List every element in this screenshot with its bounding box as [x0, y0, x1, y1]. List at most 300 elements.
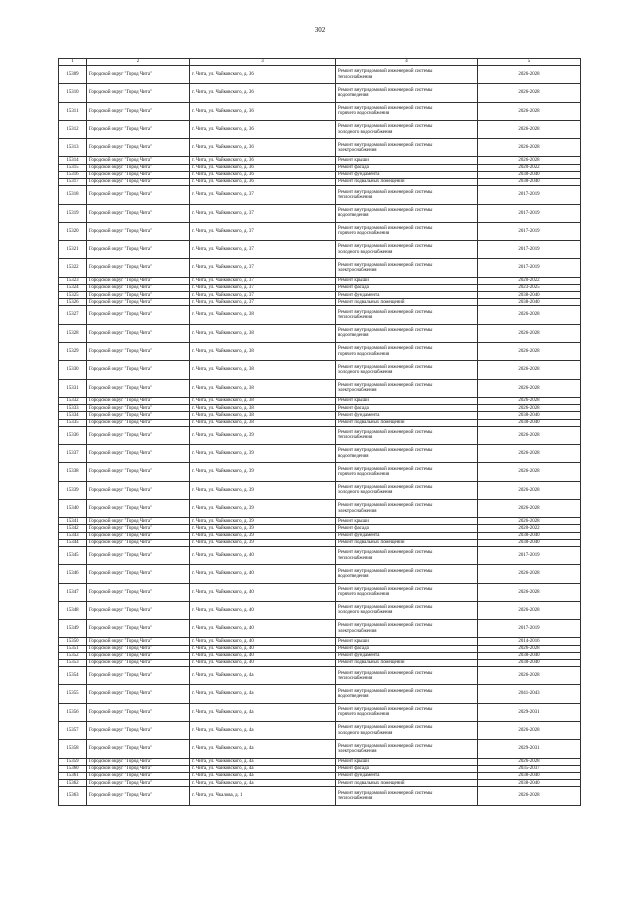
work-type-cell [336, 139, 478, 157]
municipality-cell: Городской округ "Город Чита" [87, 667, 190, 685]
work-type-line: Ремонт фасада [338, 405, 369, 411]
work-type-line: водоотведения [338, 694, 369, 700]
row-number-cell: 15326 [59, 299, 87, 306]
work-type-line: Ремонт внутридомовой инженерной системы [338, 328, 433, 334]
row-number-cell: 15320 [59, 222, 87, 240]
address-cell: г. Чита, ул. Чайковского, д. 38 [190, 419, 336, 426]
period-cell: 2026-2028 [478, 343, 581, 361]
address-cell: г. Чита, ул. Чайковского, д. 37 [190, 299, 336, 306]
work-type-cell [336, 186, 478, 204]
work-type-line: Ремонт фасада [338, 285, 369, 291]
period-cell: 2026-2028 [478, 405, 581, 412]
table-row [59, 259, 581, 277]
work-type-cell [336, 722, 478, 740]
work-type-line: Ремонт подвальных помещений [338, 179, 405, 185]
work-type-line: Ремонт подвальных помещений [338, 660, 405, 666]
municipality-cell: Городской округ "Город Чита" [87, 84, 190, 102]
municipality-cell: Городской округ "Город Чита" [87, 343, 190, 361]
row-number-cell: 15340 [59, 499, 87, 517]
period-cell: 2014-2016 [478, 638, 581, 645]
address-cell: г. Чита, ул. Чайковского, д. 38 [190, 361, 336, 379]
period-cell: 2026-2028 [478, 157, 581, 164]
work-type-line: Ремонт внутридомовой инженерной системы [338, 484, 433, 490]
municipality-cell: Городской округ "Город Чита" [87, 222, 190, 240]
work-type-cell [336, 426, 478, 444]
work-type-line: теплоснабжения [338, 194, 373, 200]
address-cell: г. Чита, ул. Чайковского, д. 40 [190, 546, 336, 564]
period-cell: 2017-2019 [478, 241, 581, 259]
address-cell: г. Чита, ул. Чайковского, д. 40 [190, 645, 336, 652]
table-row [59, 241, 581, 259]
work-type-line: Ремонт крыши [338, 157, 369, 163]
work-type-line: Ремонт внутридомовой инженерной системы [338, 244, 433, 250]
period-cell: 2026-2028 [478, 397, 581, 404]
period-cell: 2026-2028 [478, 463, 581, 481]
work-type-line: Ремонт внутридомовой инженерной системы [338, 346, 433, 352]
work-type-line: теплоснабжения [338, 675, 373, 681]
table-row [59, 324, 581, 342]
work-type-line: Ремонт внутридомовой инженерной системы [338, 568, 433, 574]
work-type-line: Ремонт внутридомовой инженерной системы [338, 364, 433, 370]
address-cell: г. Чита, ул. Чайковского, д. 36 [190, 84, 336, 102]
work-type-cell [336, 518, 478, 525]
period-cell: 2038-2040 [478, 773, 581, 780]
municipality-cell: Городской округ "Город Чита" [87, 445, 190, 463]
address-cell: г. Чита, ул. Чайковского, д. 4а [190, 780, 336, 787]
work-type-line: Ремонт фундамента [338, 533, 380, 538]
work-type-line: электроснабжения [338, 147, 377, 153]
work-type-line: Ремонт фасада [338, 525, 369, 531]
work-type-line: электроснабжения [338, 268, 377, 274]
work-type-line: горячего водоснабжения [338, 111, 390, 117]
work-type-line: Ремонт внутридомовой инженерной системы [338, 503, 433, 509]
address-cell: г. Чита, ул. Чайковского, д. 39 [190, 481, 336, 499]
period-cell: 2017-2019 [478, 186, 581, 204]
table-row [59, 379, 581, 397]
table-row [59, 284, 581, 291]
municipality-cell: Городской округ "Город Чита" [87, 518, 190, 525]
work-type-cell [336, 324, 478, 342]
row-number-cell: 15363 [59, 787, 87, 805]
work-type-cell [336, 204, 478, 222]
table-row [59, 765, 581, 772]
row-number-cell: 15352 [59, 652, 87, 659]
address-cell: г. Чита, ул. Чайковского, д. 4а [190, 667, 336, 685]
period-cell: 2029-2031 [478, 740, 581, 758]
work-type-cell [336, 787, 478, 805]
work-type-line: теплоснабжения [338, 315, 373, 321]
address-cell: г. Чита, ул. Чайковского, д. 37 [190, 277, 336, 284]
work-type-cell [336, 259, 478, 277]
period-cell: 2026-2028 [478, 667, 581, 685]
table-row [59, 525, 581, 532]
period-cell: 2041-2043 [478, 685, 581, 703]
period-cell: 2026-2028 [478, 120, 581, 138]
row-number-cell: 15359 [59, 758, 87, 765]
address-cell: г. Чита, ул. Чайковского, д. 37 [190, 222, 336, 240]
address-cell: г. Чита, ул. Чайковского, д. 38 [190, 306, 336, 324]
work-type-line: водоотведения [338, 453, 369, 459]
work-type-cell [336, 277, 478, 284]
work-type-cell [336, 659, 478, 666]
row-number-cell: 15334 [59, 412, 87, 419]
work-type-line: водоотведения [338, 213, 369, 219]
address-cell: г. Чита, ул. Чайковского, д. 4а [190, 722, 336, 740]
table-row [59, 638, 581, 645]
municipality-cell: Городской округ "Город Чита" [87, 565, 190, 583]
work-type-cell [336, 546, 478, 564]
work-type-line: Ремонт внутридомовой инженерной системы [338, 309, 433, 315]
table-row [59, 84, 581, 102]
work-type-cell [336, 620, 478, 638]
municipality-cell: Городской округ "Город Чита" [87, 532, 190, 539]
period-cell: 2029-2031 [478, 703, 581, 721]
table-row [59, 532, 581, 539]
work-type-cell [336, 241, 478, 259]
address-cell: г. Чита, ул. Чайковского, д. 40 [190, 638, 336, 645]
work-type-line: теплоснабжения [338, 796, 373, 802]
work-type-line: горячего водоснабжения [338, 712, 390, 718]
address-cell: г. Чита, ул. Чайковского, д. 36 [190, 164, 336, 171]
work-type-line: электроснабжения [338, 628, 377, 634]
table-row [59, 361, 581, 379]
table-row [59, 299, 581, 306]
work-type-cell [336, 758, 478, 765]
address-cell: г. Чита, ул. Чайковского, д. 37 [190, 259, 336, 277]
period-cell: 2026-2028 [478, 102, 581, 120]
address-cell: г. Чита, ул. Чайковского, д. 39 [190, 539, 336, 546]
address-cell: г. Чита, ул. Чайковского, д. 39 [190, 445, 336, 463]
table-row [59, 277, 581, 284]
work-type-line: Ремонт внутридомовой инженерной системы [338, 87, 433, 93]
address-cell: г. Чита, ул. Чайковского, д. 36 [190, 66, 336, 84]
work-type-cell [336, 780, 478, 787]
work-type-line: горячего водоснабжения [338, 231, 390, 237]
municipality-cell: Городской округ "Город Чита" [87, 685, 190, 703]
period-cell: 2026-2028 [478, 379, 581, 397]
address-cell: г. Чита, ул. Чайковского, д. 37 [190, 241, 336, 259]
work-type-cell [336, 171, 478, 178]
work-type-line: Ремонт подвальных помещений [338, 299, 405, 305]
work-type-cell [336, 405, 478, 412]
work-type-cell [336, 284, 478, 291]
municipality-cell: Городской округ "Город Чита" [87, 652, 190, 659]
row-number-cell: 15336 [59, 426, 87, 444]
row-number-cell: 15358 [59, 740, 87, 758]
period-cell: 2017-2019 [478, 259, 581, 277]
address-cell: г. Чита, ул. Чайковского, д. 38 [190, 405, 336, 412]
period-cell: 2026-2028 [478, 565, 581, 583]
period-cell: 2026-2028 [478, 139, 581, 157]
row-number-cell: 15315 [59, 164, 87, 171]
work-type-cell [336, 157, 478, 164]
municipality-cell: Городской округ "Город Чита" [87, 601, 190, 619]
row-number-cell: 15354 [59, 667, 87, 685]
period-cell: 2023-2025 [478, 284, 581, 291]
work-type-line: Ремонт внутридомовой инженерной системы [338, 707, 433, 713]
row-number-cell: 15317 [59, 179, 87, 186]
row-number-cell: 15362 [59, 780, 87, 787]
table-row [59, 66, 581, 84]
address-cell: г. Чита, ул. Чайковского, д. 37 [190, 292, 336, 299]
period-cell: 2038-2040 [478, 780, 581, 787]
work-type-line: водоотведения [338, 333, 369, 339]
table-row [59, 186, 581, 204]
row-number-cell: 15314 [59, 157, 87, 164]
work-type-line: Ремонт внутридомовой инженерной системы [338, 605, 433, 611]
work-type-line: Ремонт фасада [338, 165, 369, 171]
work-type-cell [336, 361, 478, 379]
work-type-line: Ремонт внутридомовой инженерной системы [338, 688, 433, 694]
period-cell: 2038-2040 [478, 299, 581, 306]
municipality-cell: Городской округ "Город Чита" [87, 139, 190, 157]
row-number-cell: 15332 [59, 397, 87, 404]
work-type-cell [336, 638, 478, 645]
period-cell: 2038-2040 [478, 412, 581, 419]
address-cell: г. Чита, ул. Чайковского, д. 4а [190, 703, 336, 721]
address-cell: г. Чита, ул. Чайковского, д. 38 [190, 324, 336, 342]
period-cell: 2026-2028 [478, 601, 581, 619]
work-type-line: Ремонт подвальных помещений [338, 540, 405, 546]
address-cell: г. Чита, ул. Чайковского, д. 39 [190, 532, 336, 539]
row-number-cell: 15357 [59, 722, 87, 740]
period-cell: 2038-2040 [478, 292, 581, 299]
row-number-cell: 15330 [59, 361, 87, 379]
row-number-cell: 15321 [59, 241, 87, 259]
row-number-cell: 15319 [59, 204, 87, 222]
municipality-cell: Городской округ "Город Чита" [87, 412, 190, 419]
period-cell: 2038-2040 [478, 652, 581, 659]
work-type-cell [336, 685, 478, 703]
table-row [59, 546, 581, 564]
period-cell: 2026-2028 [478, 583, 581, 601]
period-cell: 2017-2019 [478, 222, 581, 240]
row-number-cell: 15337 [59, 445, 87, 463]
column-header: 2 [87, 59, 190, 66]
municipality-cell: Городской округ "Город Чита" [87, 583, 190, 601]
municipality-cell: Городской округ "Город Чита" [87, 620, 190, 638]
table-row [59, 787, 581, 805]
address-cell: г. Чита, ул. Чайковского, д. 4а [190, 740, 336, 758]
period-cell: 2026-2028 [478, 481, 581, 499]
row-number-cell: 15327 [59, 306, 87, 324]
municipality-cell: Городской округ "Город Чита" [87, 758, 190, 765]
address-cell: г. Чита, ул. Чайковского, д. 39 [190, 463, 336, 481]
work-type-cell [336, 306, 478, 324]
address-cell: г. Чита, ул. Чайковского, д. 36 [190, 179, 336, 186]
row-number-cell: 15316 [59, 171, 87, 178]
municipality-cell: Городской округ "Город Чита" [87, 419, 190, 426]
municipality-cell: Городской округ "Город Чита" [87, 539, 190, 546]
address-cell: г. Чита, ул. Чайковского, д. 40 [190, 659, 336, 666]
address-cell: г. Чита, ул. Чайковского, д. 36 [190, 102, 336, 120]
work-type-line: горячего водоснабжения [338, 592, 390, 598]
table-row [59, 171, 581, 178]
row-number-cell: 15342 [59, 525, 87, 532]
address-cell: г. Чита, ул. Чайковского, д. 4а [190, 685, 336, 703]
table-row [59, 780, 581, 787]
work-type-cell [336, 601, 478, 619]
row-number-cell: 15333 [59, 405, 87, 412]
work-type-line: Ремонт внутридомовой инженерной системы [338, 466, 433, 472]
table-row [59, 518, 581, 525]
period-cell: 2017-2019 [478, 620, 581, 638]
period-cell: 2038-2040 [478, 532, 581, 539]
work-type-line: Ремонт фундамента [338, 412, 380, 418]
municipality-cell: Городской округ "Город Чита" [87, 765, 190, 772]
table-row [59, 758, 581, 765]
row-number-cell: 15344 [59, 539, 87, 546]
municipality-cell: Городской округ "Город Чита" [87, 773, 190, 780]
period-cell: 2020-2022 [478, 277, 581, 284]
work-type-line: Ремонт внутридомовой инженерной системы [338, 430, 433, 436]
table-row [59, 426, 581, 444]
address-cell: г. Чита, ул. Чайковского, д. 38 [190, 412, 336, 419]
table-row [59, 667, 581, 685]
work-type-cell [336, 445, 478, 463]
work-type-line: Ремонт крыши [338, 278, 369, 284]
work-type-cell [336, 102, 478, 120]
work-type-cell [336, 525, 478, 532]
work-type-line: Ремонт крыши [338, 638, 369, 644]
work-type-cell [336, 222, 478, 240]
period-cell: 2038-2040 [478, 419, 581, 426]
table-row [59, 481, 581, 499]
municipality-cell: Городской округ "Город Чита" [87, 546, 190, 564]
municipality-cell: Городской округ "Город Чита" [87, 292, 190, 299]
address-cell: г. Чита, ул. Чайковского, д. 4а [190, 758, 336, 765]
work-type-cell [336, 463, 478, 481]
address-cell: г. Чита, ул. Чайковского, д. 4а [190, 773, 336, 780]
work-type-line: Ремонт внутридомовой инженерной системы [338, 586, 433, 592]
address-cell: г. Чита, ул. Чайковского, д. 38 [190, 343, 336, 361]
work-type-line: Ремонт крыши [338, 518, 369, 524]
work-type-line: теплоснабжения [338, 555, 373, 561]
work-type-line: Ремонт подвальных помещений [338, 780, 405, 786]
work-type-cell [336, 765, 478, 772]
work-type-cell [336, 740, 478, 758]
municipality-cell: Городской округ "Город Чита" [87, 66, 190, 84]
row-number-cell: 15318 [59, 186, 87, 204]
table-row [59, 565, 581, 583]
table-row [59, 292, 581, 299]
work-type-line: электроснабжения [338, 388, 377, 394]
municipality-cell: Городской округ "Город Чита" [87, 722, 190, 740]
work-type-cell [336, 565, 478, 583]
work-type-line: электроснабжения [338, 508, 377, 514]
work-type-line: Ремонт фундамента [338, 773, 380, 779]
municipality-cell: Городской округ "Город Чита" [87, 703, 190, 721]
period-cell: 2017-2019 [478, 546, 581, 564]
table-row [59, 645, 581, 652]
row-number-cell: 15345 [59, 546, 87, 564]
municipality-cell: Городской округ "Город Чита" [87, 179, 190, 186]
work-type-line: электроснабжения [338, 749, 377, 754]
work-type-line: Ремонт подвальных помещений [338, 419, 405, 425]
work-type-line: Ремонт внутридомовой инженерной системы [338, 550, 433, 556]
table-header-row [59, 59, 581, 66]
address-cell: г. Чита, ул. Чайковского, д. 37 [190, 204, 336, 222]
row-number-cell: 15361 [59, 773, 87, 780]
work-type-cell [336, 645, 478, 652]
row-number-cell: 15355 [59, 685, 87, 703]
table-row [59, 539, 581, 546]
period-cell: 2026-2028 [478, 361, 581, 379]
work-type-line: Ремонт внутридомовой инженерной системы [338, 448, 433, 454]
address-cell: г. Чита, ул. Чайковского, д. 40 [190, 652, 336, 659]
municipality-cell: Городской округ "Город Чита" [87, 186, 190, 204]
work-type-line: Ремонт внутридомовой инженерной системы [338, 105, 433, 111]
table-row [59, 652, 581, 659]
period-cell: 2026-2028 [478, 324, 581, 342]
period-cell: 2026-2028 [478, 645, 581, 652]
municipality-cell: Городской округ "Город Чита" [87, 740, 190, 758]
period-cell: 2026-2028 [478, 499, 581, 517]
work-type-line: теплоснабжения [338, 435, 373, 441]
work-type-line: Ремонт фасада [338, 646, 369, 652]
work-type-line: холодного водоснабжения [338, 370, 393, 375]
work-type-line: горячего водоснабжения [338, 471, 390, 477]
work-type-cell [336, 84, 478, 102]
column-header: 1 [59, 59, 87, 66]
work-type-cell [336, 292, 478, 299]
row-number-cell: 15331 [59, 379, 87, 397]
work-type-cell [336, 583, 478, 601]
table-row [59, 620, 581, 638]
work-type-cell [336, 667, 478, 685]
row-number-cell: 15335 [59, 419, 87, 426]
address-cell: г. Чита, ул. Чайковского, д. 36 [190, 120, 336, 138]
municipality-cell: Городской округ "Город Чита" [87, 525, 190, 532]
work-type-line: Ремонт внутридомовой инженерной системы [338, 262, 433, 268]
period-cell: 2026-2028 [478, 758, 581, 765]
municipality-cell: Городской округ "Город Чита" [87, 171, 190, 178]
table-row [59, 179, 581, 186]
address-cell: г. Чита, ул. Чайковского, д. 39 [190, 426, 336, 444]
row-number-cell: 15322 [59, 259, 87, 277]
capital-repair-table [58, 58, 581, 806]
work-type-line: Ремонт внутридомовой инженерной системы [338, 207, 433, 213]
municipality-cell: Городской округ "Город Чита" [87, 102, 190, 120]
column-header: 3 [190, 59, 336, 66]
address-cell: г. Чита, ул. Чайковского, д. 39 [190, 499, 336, 517]
address-cell: г. Чита, ул. Чайковского, д. 36 [190, 171, 336, 178]
row-number-cell: 15309 [59, 66, 87, 84]
municipality-cell: Городской округ "Город Чита" [87, 361, 190, 379]
work-type-line: Ремонт внутридомовой инженерной системы [338, 226, 433, 232]
address-cell: г. Чита, ул. Чайковского, д. 40 [190, 601, 336, 619]
work-type-cell [336, 379, 478, 397]
row-number-cell: 15353 [59, 659, 87, 666]
table-row [59, 601, 581, 619]
table-row [59, 405, 581, 412]
work-type-line: холодного водоснабжения [338, 129, 393, 135]
work-type-cell [336, 773, 478, 780]
work-type-line: Ремонт внутридомовой инженерной системы [338, 725, 433, 731]
municipality-cell: Городской округ "Город Чита" [87, 787, 190, 805]
work-type-cell [336, 299, 478, 306]
work-type-line: холодного водоснабжения [338, 730, 393, 736]
row-number-cell: 15343 [59, 532, 87, 539]
row-number-cell: 15324 [59, 284, 87, 291]
municipality-cell: Городской округ "Город Чита" [87, 277, 190, 284]
table-row [59, 419, 581, 426]
work-type-line: Ремонт внутридомовой инженерной системы [338, 142, 433, 148]
row-number-cell: 15325 [59, 292, 87, 299]
row-number-cell: 15356 [59, 703, 87, 721]
table-row [59, 343, 581, 361]
table-row [59, 204, 581, 222]
